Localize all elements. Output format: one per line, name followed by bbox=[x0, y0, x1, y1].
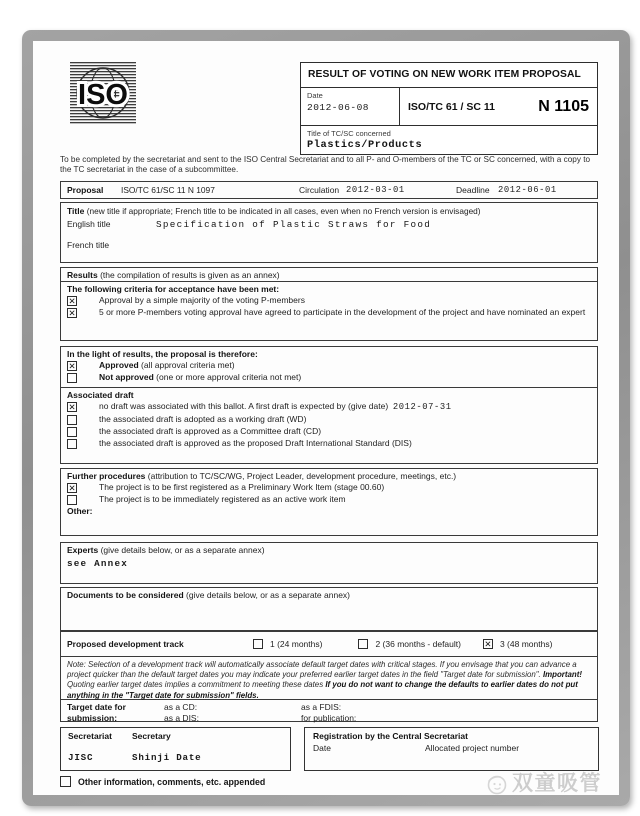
draft-option-row bbox=[67, 414, 591, 425]
decision-option-label: Approved bbox=[99, 360, 139, 370]
documents-section bbox=[60, 587, 598, 631]
track-option-label: 3 (48 months) bbox=[499, 639, 553, 649]
decision-option-note: (one or more approval criteria not met) bbox=[156, 372, 302, 382]
deadline-label: Deadline bbox=[456, 185, 490, 195]
track-note-important: Important! bbox=[542, 670, 582, 680]
checkbox-committee-draft[interactable] bbox=[67, 427, 77, 437]
decision-option-note: (all approval criteria met) bbox=[141, 360, 235, 370]
track-option-label: 2 (36 months - default) bbox=[375, 639, 461, 649]
publication-label: for publication: bbox=[301, 712, 357, 723]
associated-draft-subsection bbox=[61, 388, 597, 451]
photo-frame bbox=[22, 30, 630, 806]
header-box bbox=[300, 62, 598, 155]
decision-heading: In the light of results, the proposal is therefore: bbox=[67, 349, 258, 359]
draft-option-text: the associated draft is adopted as a working draft (WD) bbox=[99, 414, 307, 424]
experts-section bbox=[60, 542, 598, 584]
deadline-value: 2012-06-01 bbox=[498, 185, 557, 195]
criteria-row bbox=[67, 295, 591, 306]
other-info-label: Other information, comments, etc. appended bbox=[78, 776, 266, 787]
decision-section bbox=[60, 346, 598, 464]
english-title-value: Specification of Plastic Straws for Food bbox=[156, 219, 432, 230]
decision-option-text bbox=[99, 360, 235, 371]
watermark bbox=[485, 767, 602, 795]
criteria-text: Approval by a simple majority of the voting P-members bbox=[99, 295, 305, 305]
draft-option-text: the associated draft is approved as a Committee draft (CD) bbox=[99, 426, 322, 436]
results-section bbox=[60, 267, 598, 341]
committee-reference: ISO/TC 61 / SC 11 bbox=[408, 100, 495, 113]
track-option bbox=[358, 639, 461, 649]
allocated-number-label: Allocated project number bbox=[425, 743, 520, 753]
draft-option-row bbox=[67, 426, 591, 437]
checkbox-approved[interactable]: ✕ bbox=[68, 361, 76, 371]
tc-title-value: Plastics/Products bbox=[307, 139, 423, 151]
french-title-row bbox=[67, 240, 591, 250]
criteria-heading: The following criteria for acceptance have been met: bbox=[67, 284, 280, 294]
procedure-option-text: The project is to be immediately registered as an active work item bbox=[99, 494, 346, 504]
registration-box bbox=[304, 727, 599, 771]
secretariat-label: Secretariat bbox=[68, 731, 112, 741]
checkbox-active-item[interactable] bbox=[67, 495, 77, 505]
target-date-heading bbox=[67, 702, 164, 723]
criteria-row bbox=[67, 307, 591, 318]
checkbox-dis-draft[interactable] bbox=[67, 439, 77, 449]
watermark-text: 双童吸管 bbox=[512, 772, 602, 795]
watermark-smiley-icon bbox=[485, 772, 509, 796]
secretariat-values-row bbox=[68, 752, 283, 763]
criteria-text: 5 or more P-members voting approval have agreed to participate in the development of the project and have nominated an expert bbox=[99, 307, 586, 317]
further-heading: Further procedures bbox=[67, 471, 146, 481]
draft-option-label: no draft was associated with this ballot. A first draft is expected by (give date) bbox=[99, 401, 389, 411]
title-label: Title bbox=[67, 206, 85, 216]
checkbox-track-2[interactable] bbox=[358, 639, 368, 649]
further-procedures-section bbox=[60, 468, 598, 536]
track-note-part2: Quoting earlier target dates implies a commitment to meeting these dates bbox=[67, 680, 326, 690]
english-title-row bbox=[67, 219, 591, 230]
track-option bbox=[483, 639, 552, 649]
tc-title-cell bbox=[301, 126, 597, 154]
track-option-label: 1 (24 months) bbox=[270, 639, 323, 649]
track-row bbox=[61, 632, 597, 657]
header-middle-row bbox=[301, 88, 597, 126]
target-date-line2: submission: bbox=[67, 712, 118, 723]
circulation-value: 2012-03-01 bbox=[346, 185, 405, 195]
proposal-row bbox=[60, 181, 598, 199]
secretary-value: Shinji Date bbox=[132, 752, 202, 763]
track-note-bold-tail: If you do not want to change the defaults to earlier dates do not put anything in the "Target date for submission" fields. bbox=[67, 680, 578, 700]
target-date-row bbox=[61, 700, 597, 725]
decision-option-label: Not approved bbox=[99, 372, 154, 382]
target-date-line1: Target date for bbox=[67, 702, 126, 712]
decision-option-text bbox=[99, 372, 301, 383]
experts-heading: Experts bbox=[67, 545, 99, 555]
experts-value: see Annex bbox=[67, 558, 129, 569]
draft-option-row bbox=[67, 438, 591, 449]
date-value: 2012-06-08 bbox=[307, 102, 370, 113]
checkbox-no-draft[interactable]: ✕ bbox=[68, 402, 76, 412]
documents-heading-line bbox=[67, 590, 591, 600]
dis-label: as a DIS: bbox=[164, 712, 199, 723]
secretariat-value: JISC bbox=[68, 752, 94, 763]
tc-title-label: Title of TC/SC concerned bbox=[307, 129, 391, 138]
results-heading-row bbox=[61, 268, 597, 282]
target-date-col-right bbox=[301, 702, 356, 723]
proposal-value: ISO/TC 61/SC 11 N 1097 bbox=[121, 185, 215, 195]
checkbox-not-approved[interactable] bbox=[67, 373, 77, 383]
development-track-section bbox=[60, 631, 598, 722]
title-note: (new title if appropriate; French title to be indicated in all cases, even when no French version is envisaged) bbox=[86, 206, 481, 216]
other-info-row bbox=[60, 776, 265, 787]
associated-draft-heading: Associated draft bbox=[67, 390, 134, 400]
decision-option-row bbox=[67, 360, 591, 371]
registration-date-label: Date bbox=[313, 743, 331, 753]
checkbox-other-info[interactable] bbox=[60, 776, 71, 787]
secretariat-header-row bbox=[68, 731, 283, 741]
other-label: Other: bbox=[67, 506, 93, 516]
secretariat-box bbox=[60, 727, 291, 771]
checkbox-track-3[interactable]: ✕ bbox=[484, 639, 492, 649]
further-note: (attribution to TC/SC/WG, Project Leader, development procedure, meetings, etc.) bbox=[147, 471, 457, 481]
french-title-label: French title bbox=[67, 240, 110, 250]
cd-label: as a CD: bbox=[164, 702, 198, 712]
checkbox-track-1[interactable] bbox=[253, 639, 263, 649]
results-note: (the compilation of results is given as an annex) bbox=[100, 270, 280, 280]
checkbox-majority[interactable]: ✕ bbox=[68, 296, 76, 306]
experts-heading-line bbox=[67, 545, 591, 555]
decision-subsection bbox=[61, 347, 597, 388]
fdis-label: as a FDIS: bbox=[301, 702, 342, 712]
title-section bbox=[60, 202, 598, 263]
date-cell bbox=[301, 88, 400, 125]
track-note-part1: Note: Selection of a development track will automatically associate default target dates with critical stages. If you envisage that you can advance a project quicker than the default target dates you may indicate your preferred earlier target dates in the field "Target date for submission". bbox=[67, 660, 577, 680]
committee-cell bbox=[400, 88, 597, 125]
circulation-label: Circulation bbox=[299, 185, 340, 195]
title-heading-line bbox=[67, 206, 591, 216]
intro-text: To be completed by the secretariat and sent to the ISO Central Secretariat and to all P- and O-members of the TC or SC concerned, with a copy to the TC secretariat in the case of a subcommittee. bbox=[60, 155, 591, 174]
track-heading: Proposed development track bbox=[67, 639, 184, 649]
registration-fields-row bbox=[313, 743, 590, 753]
proposal-label: Proposal bbox=[67, 185, 104, 195]
track-note bbox=[61, 657, 597, 700]
target-date-col-left bbox=[164, 702, 301, 723]
secretary-label: Secretary bbox=[132, 731, 171, 741]
form-title: RESULT OF VOTING ON NEW WORK ITEM PROPOSAL bbox=[301, 63, 597, 88]
decision-option-row bbox=[67, 372, 591, 383]
english-title-label: English title bbox=[67, 219, 111, 229]
draft-option-text: the associated draft is approved as the proposed Draft International Standard (DIS) bbox=[99, 438, 412, 448]
checkbox-preliminary-item[interactable]: ✕ bbox=[68, 483, 76, 493]
results-label: Results bbox=[67, 270, 98, 280]
draft-option-text bbox=[99, 401, 452, 413]
procedure-option-text: The project is to be first registered as a Preliminary Work Item (stage 00.60) bbox=[99, 482, 385, 492]
procedure-option-row bbox=[67, 494, 591, 505]
criteria-section bbox=[61, 282, 597, 320]
experts-note: (give details below, or as a separate annex) bbox=[100, 545, 265, 555]
documents-note: (give details below, or as a separate annex) bbox=[186, 590, 351, 600]
iso-logo bbox=[70, 62, 136, 124]
document-page bbox=[33, 41, 619, 795]
document-number: N 1105 bbox=[538, 97, 589, 115]
registration-heading: Registration by the Central Secretariat bbox=[313, 731, 468, 741]
date-label: Date bbox=[307, 91, 323, 100]
checkbox-five-members[interactable]: ✕ bbox=[68, 308, 76, 318]
iso-logo-text: ISO bbox=[78, 79, 128, 111]
further-heading-line bbox=[67, 471, 591, 481]
checkbox-working-draft[interactable] bbox=[67, 415, 77, 425]
draft-option-row bbox=[67, 401, 591, 413]
documents-heading: Documents to be considered bbox=[67, 590, 184, 600]
iso-globe-icon bbox=[70, 62, 136, 124]
procedure-option-row bbox=[67, 482, 591, 493]
track-option bbox=[253, 639, 322, 649]
draft-date-value: 2012-07-31 bbox=[392, 402, 452, 412]
